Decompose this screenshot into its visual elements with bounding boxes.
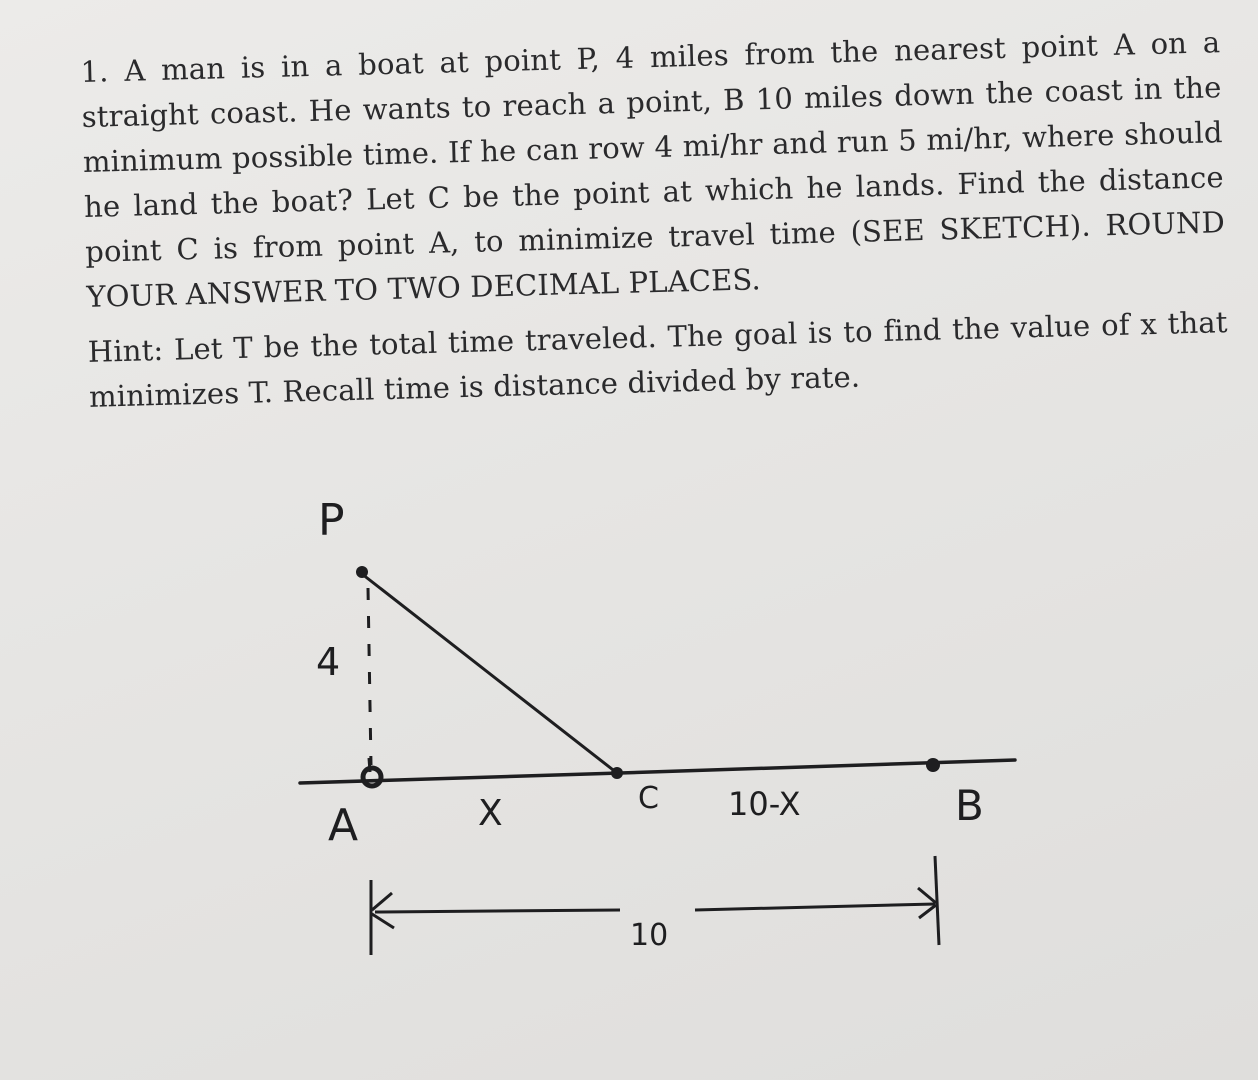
label-ten-minus-x: 10-X: [728, 785, 801, 823]
label-ten: 10: [630, 918, 669, 953]
hint-line-1: Hint: Let T be the total time traveled. The goal is to find the value of x that: [87, 305, 1228, 369]
label-a: A: [328, 800, 359, 851]
point-c: [611, 767, 623, 779]
problem-line-6: YOUR ANSWER TO TWO DECIMAL PLACES.: [86, 262, 762, 314]
dashed-p-to-a: [368, 588, 371, 765]
label-x: X: [478, 793, 503, 834]
label-four: 4: [316, 640, 341, 684]
hint-line-2: minimizes T. Recall time is distance divided by rate.: [88, 359, 861, 414]
problem-line-3: minimum possible time. If he can row 4 mi/hr and run 5 mi/hr, where should: [82, 115, 1223, 179]
problem-line-2: straight coast. He wants to reach a point, B 10 miles down the coast in the: [81, 70, 1222, 134]
coastline: [300, 760, 1015, 783]
point-p: [356, 566, 368, 578]
label-b: B: [955, 781, 984, 830]
label-p: P: [318, 495, 345, 546]
problem-line-1: 1. A man is in a boat at point P, 4 miles from the nearest point A on a: [80, 25, 1221, 89]
label-c: C: [638, 781, 659, 816]
point-b: [926, 758, 940, 772]
problem-line-4: he land the boat? Let C be the point at which he lands. Find the distance: [83, 160, 1225, 224]
path-p-to-c: [362, 574, 617, 773]
problem-line-5: point C is from point A, to minimize travel time (SEE SKETCH). ROUND: [84, 205, 1226, 269]
